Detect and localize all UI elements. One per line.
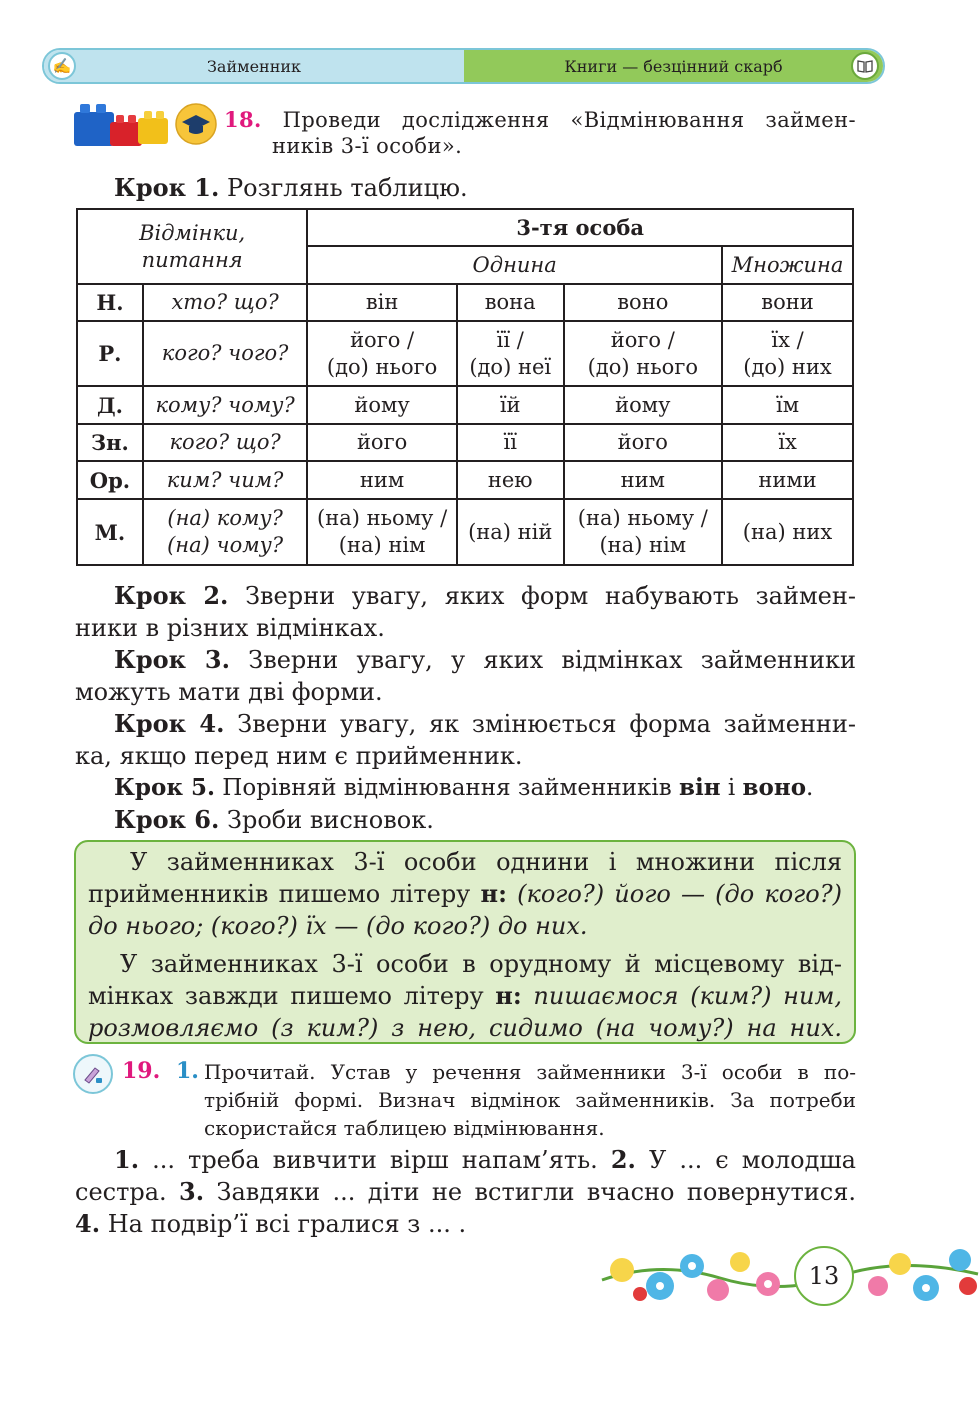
form-line: (на) ньому /	[317, 506, 448, 530]
step-text-cont: ка, якщо перед ним є прийменник.	[75, 742, 523, 770]
header-left-title: Займенник	[206, 56, 302, 76]
page-header	[42, 48, 885, 84]
table-corner-header	[77, 209, 307, 284]
fem-form: (на) ній	[457, 499, 564, 565]
header-section-left	[44, 50, 464, 82]
fem-form: нею	[457, 461, 564, 499]
plural-form: ними	[722, 461, 853, 499]
sentence-text: У ... є молодша	[648, 1146, 856, 1174]
corner-header-line-1: Відмінки,	[139, 220, 246, 245]
step-1-text: Розглянь таблицю.	[227, 174, 468, 202]
person-header: 3-тя особа	[307, 209, 853, 246]
form-line: (до) нього	[587, 354, 698, 379]
task-18-line-1	[224, 106, 856, 134]
rule-example: (кого?) його — (до кого?)	[517, 880, 842, 908]
step-5-and: і	[727, 775, 736, 801]
flower-garland-icon	[600, 1240, 980, 1310]
step-1-label: Крок 1.	[114, 173, 220, 202]
masc-form: ним	[307, 461, 457, 499]
case-question	[143, 499, 307, 565]
form-line: його /	[610, 327, 675, 352]
sentence-line	[75, 1144, 856, 1176]
plural-form	[722, 321, 853, 386]
rule-text: мінках завжди пишемо літеру	[88, 982, 484, 1010]
sentence-number: 3.	[179, 1177, 205, 1206]
question-line: (на) кому?	[167, 506, 283, 530]
form-line: його /	[350, 327, 415, 352]
sentence-number: 1.	[114, 1145, 140, 1174]
step-6-text: Зроби висновок.	[227, 806, 434, 834]
declension-table	[76, 208, 854, 566]
header-right-title: Книги — безцінний скарб	[564, 56, 783, 76]
pen-icon: ✍	[48, 52, 76, 80]
rule-example: розмовляємо (з ким?) з нею, сидимо (на чому?) на них.	[88, 1014, 842, 1042]
neut-form	[564, 499, 722, 565]
plural-form: вони	[722, 284, 853, 321]
rule-p1-line2	[76, 878, 854, 910]
rule-p2-line2	[76, 980, 854, 1012]
instruction-line: трібній формі. Визнач відмінок займенників. За потреби	[204, 1088, 856, 1112]
question-line: (на) чому?	[167, 533, 284, 557]
step-6-label: Крок 6.	[114, 805, 220, 834]
step-5-word-1: він	[679, 774, 721, 801]
form-line: (на) нім	[599, 533, 687, 557]
neut-form: йому	[564, 386, 722, 424]
rule-letter: н:	[495, 981, 522, 1010]
sentence-text: сестра.	[75, 1178, 167, 1206]
fem-form: її	[457, 424, 564, 461]
case-question: кого? що?	[143, 424, 307, 461]
case-label: Зн.	[77, 424, 143, 461]
table-row	[77, 284, 853, 321]
sentence-line	[75, 1208, 856, 1240]
masc-form: його	[307, 424, 457, 461]
step-label: Крок 4.	[114, 709, 225, 738]
sentence-text: ... треба вивчити вірш напам’ять.	[152, 1146, 598, 1174]
step-label: Крок 2.	[114, 581, 229, 610]
task-19-number: 19.	[122, 1058, 161, 1084]
step-5-label: Крок 5.	[114, 774, 215, 801]
table-row	[77, 424, 853, 461]
step-2	[75, 580, 856, 644]
lego-blocks-icon	[72, 100, 218, 150]
rule-box	[74, 840, 856, 1044]
instruction-line: скористайся таблицею відмінювання.	[204, 1116, 605, 1140]
form-line: (до) неї	[469, 354, 552, 379]
rule-example: до нього; (кого?) їх — (до кого?) до них.	[88, 912, 588, 940]
plural-form: (на) них	[722, 499, 853, 565]
step-5-word-2: воно	[742, 774, 807, 801]
plural-header: Множина	[722, 246, 853, 284]
rule-text: прийменників пишемо літеру	[88, 880, 471, 908]
plural-form: їх	[722, 424, 853, 461]
step-5-text: Порівняй відмінювання займенників	[222, 775, 672, 801]
case-label: М.	[77, 499, 143, 565]
neut-form	[564, 321, 722, 386]
page-number: 13	[794, 1246, 854, 1306]
step-5	[114, 772, 856, 804]
step-text-cont: ники в різних відмінках.	[75, 614, 385, 642]
case-question: ким? чим?	[143, 461, 307, 499]
table-row	[77, 321, 853, 386]
form-line: їх /	[771, 327, 804, 352]
step-5-end: .	[806, 775, 814, 801]
plural-form: їм	[722, 386, 853, 424]
step-text: Зверни увагу, у яких відмінках займенники	[248, 646, 857, 674]
step-label: Крок 3.	[114, 645, 230, 674]
sentence-number: 4.	[75, 1209, 101, 1238]
fem-form: їй	[457, 386, 564, 424]
step-text-cont: можуть мати дві форми.	[75, 678, 383, 706]
sentence-number: 2.	[610, 1145, 636, 1174]
case-label: Ор.	[77, 461, 143, 499]
rule-p2-line3	[76, 1012, 854, 1044]
step-4	[75, 708, 856, 772]
task-19-subnumber: 1.	[176, 1058, 199, 1084]
task-18-text-1: Проведи дослідження «Відмінювання займен-	[282, 108, 856, 132]
case-label: Н.	[77, 284, 143, 321]
sentence-text: На подвір’ї всі гралися з ... .	[107, 1210, 467, 1238]
form-line: (до) нього	[326, 354, 438, 379]
case-question: кому? чому?	[143, 386, 307, 424]
table-row	[77, 499, 853, 565]
step-text: Зверни увагу, яких форм набувають займен-	[245, 582, 856, 610]
rule-letter: н:	[480, 879, 507, 908]
case-label: Д.	[77, 386, 143, 424]
form-line: (до) них	[743, 354, 832, 379]
form-line: її /	[496, 327, 524, 352]
step-6	[114, 804, 814, 836]
masc-form	[307, 321, 457, 386]
case-question: кого? чого?	[143, 321, 307, 386]
rule-example: пишаємося (ким?) ним,	[533, 982, 842, 1010]
masc-form	[307, 499, 457, 565]
task-19-sentences	[75, 1144, 856, 1240]
task-18-text-2: ників 3-ї особи».	[272, 134, 463, 158]
neut-form: його	[564, 424, 722, 461]
rule-p1-line3	[76, 910, 854, 942]
step-3	[75, 644, 856, 708]
table-row	[77, 386, 853, 424]
sentence-line	[75, 1176, 856, 1208]
neut-form: воно	[564, 284, 722, 321]
book-icon	[851, 52, 879, 80]
singular-header: Однина	[307, 246, 722, 284]
case-label: Р.	[77, 321, 143, 386]
neut-form: ним	[564, 461, 722, 499]
table-row	[77, 461, 853, 499]
step-1	[114, 172, 814, 204]
rule-p2-line1: У займенниках 3-ї особи в орудному й місцевому від-	[120, 950, 842, 978]
header-section-right	[464, 50, 883, 82]
fem-form: вона	[457, 284, 564, 321]
corner-header-line-2: питання	[141, 247, 243, 272]
instruction-line: Прочитай. Устав у речення займенники 3-ї особи в по-	[204, 1060, 856, 1084]
rule-p1-line1: У займенниках 3-ї особи однини і множини після	[130, 848, 842, 876]
case-question: хто? що?	[143, 284, 307, 321]
fem-form	[457, 321, 564, 386]
masc-form: він	[307, 284, 457, 321]
masc-form: йому	[307, 386, 457, 424]
form-line: (на) ньому /	[577, 506, 708, 530]
writing-hand-icon	[73, 1054, 113, 1094]
task-18-number: 18.	[224, 107, 262, 132]
form-line: (на) нім	[338, 533, 426, 557]
task-19-instruction	[204, 1058, 856, 1142]
step-text: Зверни увагу, як змінюється форма займенни-	[237, 710, 856, 738]
sentence-text: Завдяки ... діти не встигли вчасно повернутися.	[216, 1178, 856, 1206]
